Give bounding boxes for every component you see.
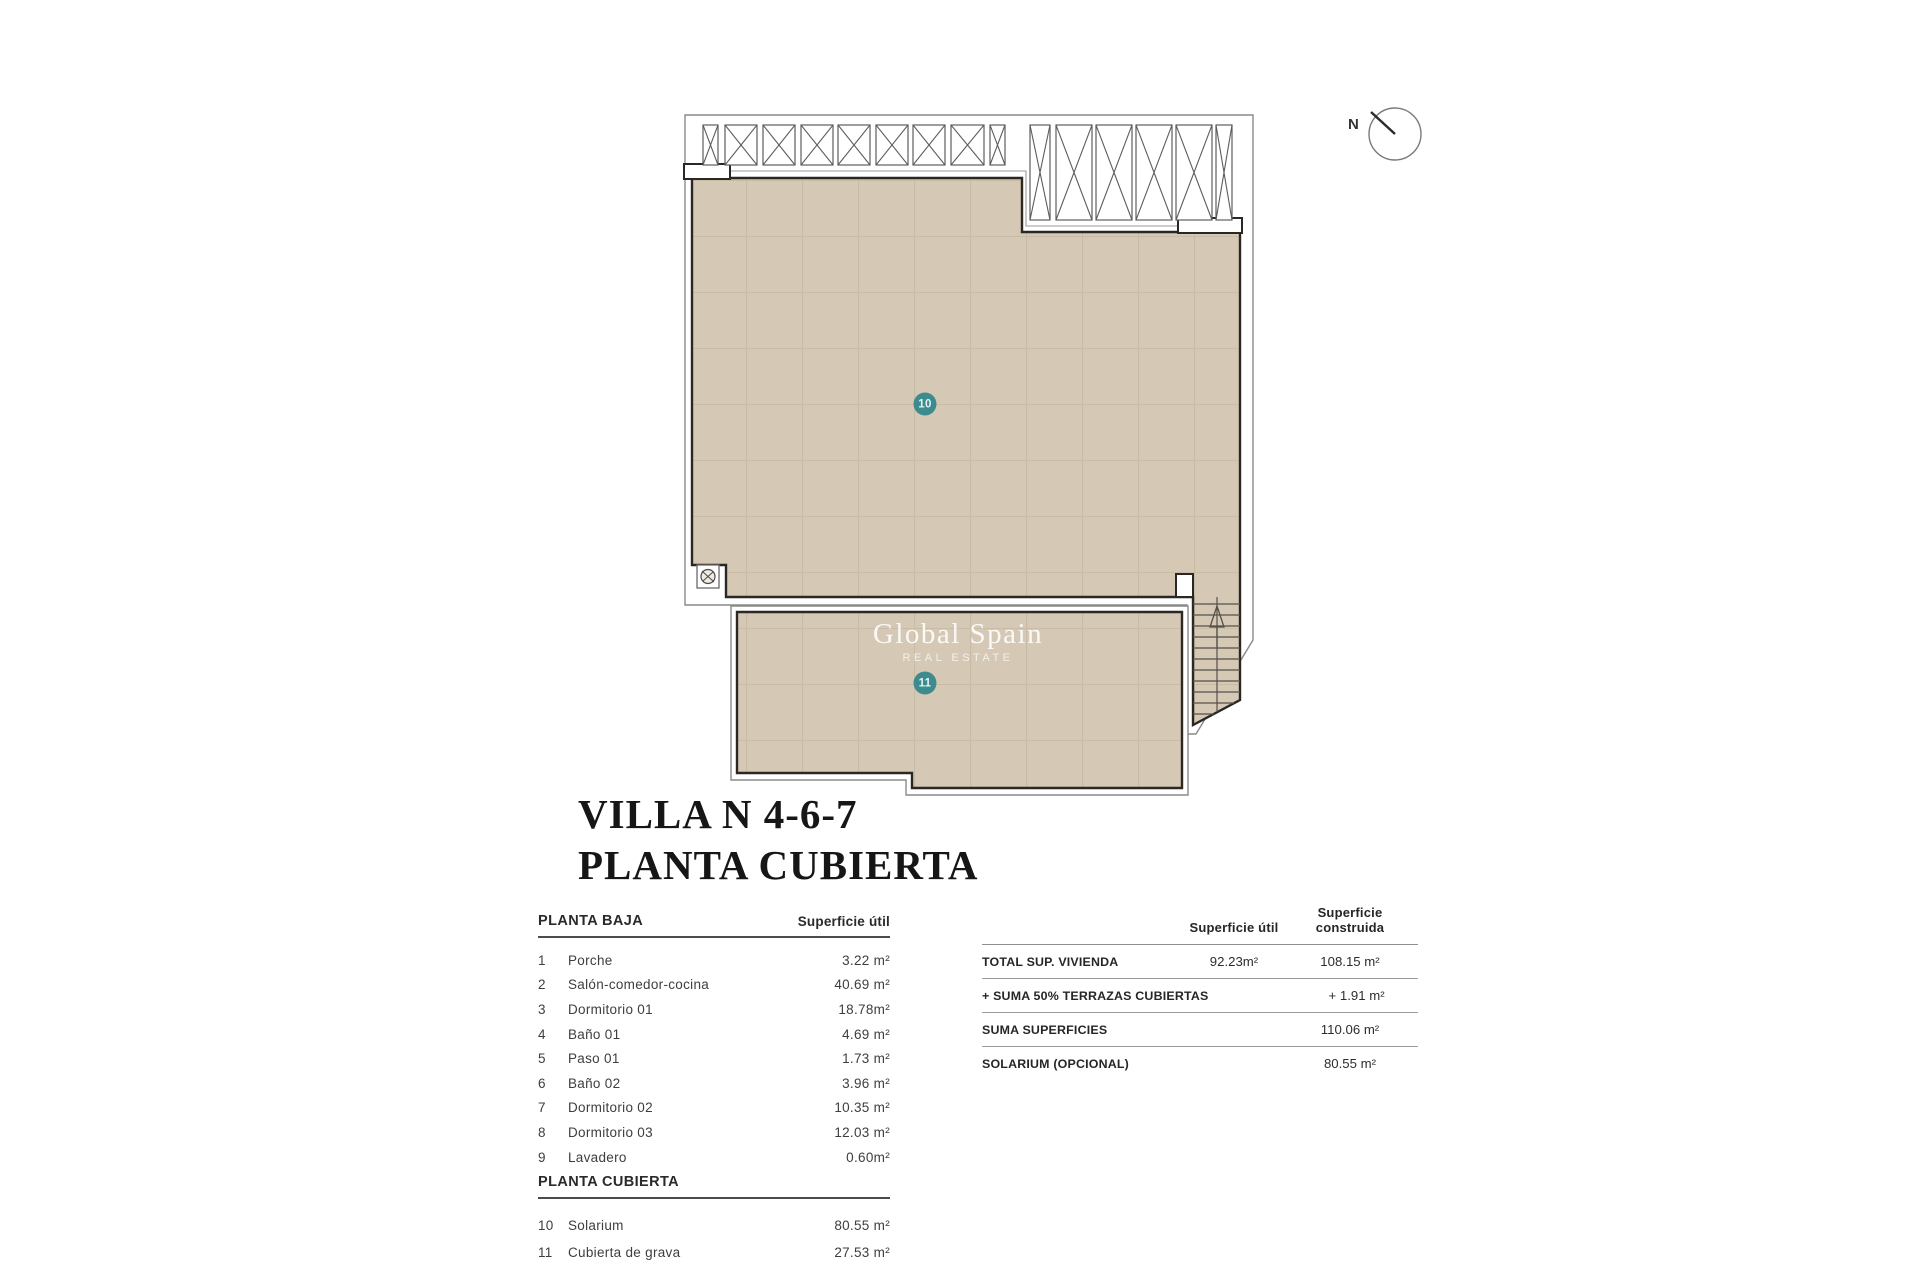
roof-drain-icon [697, 565, 719, 588]
room-name: Dormitorio 02 [568, 1100, 653, 1116]
areas-table-rows [538, 1212, 890, 1266]
table-row [538, 948, 890, 973]
room-marker-gravel-roof: 11 [914, 672, 937, 695]
row-number: 4 [538, 1026, 546, 1042]
table-row [538, 1022, 890, 1047]
areas-table-section-header [538, 1174, 890, 1199]
section-heading: PLANTA CUBIERTA [538, 1174, 680, 1191]
summary-table [982, 905, 1418, 1080]
room-area: 1.73 m² [842, 1051, 890, 1067]
watermark-brand: Global Spain [872, 618, 1044, 650]
areas-table-section-header [538, 913, 890, 938]
watermark-subtitle: REAL ESTATE [902, 652, 1014, 664]
section-heading: PLANTA BAJA [538, 913, 644, 929]
areas-table-rows [538, 948, 890, 1169]
room-name: Salón-comedor-cocina [568, 977, 710, 993]
room-name: Baño 01 [568, 1026, 621, 1042]
row-number: 5 [538, 1051, 546, 1067]
summary-label: TOTAL SUP. VIVIENDA [982, 954, 1119, 969]
table-row [538, 1096, 890, 1121]
room-area: 3.96 m² [842, 1075, 890, 1091]
summary-construida-value: 80.55 m² [1323, 1056, 1377, 1071]
column-header-construida: Superficie construida [1315, 905, 1385, 935]
summary-label: SUMA SUPERFICIES [982, 1022, 1108, 1037]
room-area: 3.22 m² [842, 952, 890, 968]
table-row [538, 1212, 890, 1239]
summary-label: + SUMA 50% TERRAZAS CUBIERTAS [982, 988, 1209, 1003]
plan-title-line1: VILLA N 4-6-7 [578, 791, 858, 837]
summary-row [982, 1047, 1418, 1080]
table-row [538, 973, 890, 998]
room-name: Lavadero [568, 1149, 627, 1165]
room-area: 40.69 m² [834, 977, 890, 993]
table-row [538, 1071, 890, 1096]
summary-construida-value: 110.06 m² [1320, 1022, 1380, 1037]
room-area: 0.60m² [846, 1149, 890, 1165]
room-name: Paso 01 [568, 1051, 620, 1067]
table-row [538, 1120, 890, 1145]
row-number: 3 [538, 1001, 546, 1017]
row-number: 10 [538, 1218, 554, 1234]
summary-row [982, 979, 1418, 1013]
row-number: 2 [538, 977, 546, 993]
row-number: 1 [538, 952, 546, 968]
summary-label: SOLARIUM (OPCIONAL) [982, 1056, 1129, 1071]
plan-title-line2: PLANTA CUBIERTA [578, 842, 979, 888]
table-row [538, 997, 890, 1022]
parapet-notch-stair-corner [1176, 574, 1193, 597]
summary-table-header [982, 905, 1418, 945]
room-marker-solarium: 10 [914, 393, 937, 416]
room-name: Baño 02 [568, 1075, 621, 1091]
room-area: 10.35 m² [834, 1100, 890, 1116]
room-name: Dormitorio 01 [568, 1001, 653, 1017]
summary-construida-value: 108.15 m² [1320, 954, 1380, 969]
room-name: Porche [568, 952, 613, 968]
summary-row [982, 945, 1418, 979]
summary-row [982, 1013, 1418, 1047]
pergola-panels-right [1030, 125, 1232, 220]
areas-table [538, 913, 890, 1266]
row-number: 11 [538, 1245, 553, 1261]
room-name: Cubierta de grava [568, 1245, 681, 1261]
column-header-util: Superficie útil [1189, 920, 1279, 935]
row-number: 9 [538, 1149, 546, 1165]
room-name: Solarium [568, 1218, 624, 1234]
row-number: 7 [538, 1100, 546, 1116]
row-number: 6 [538, 1075, 546, 1091]
row-number: 8 [538, 1124, 546, 1140]
parapet-notch-top-left [684, 164, 730, 179]
north-compass [1348, 108, 1421, 160]
table-row [538, 1239, 890, 1266]
room-area: 12.03 m² [834, 1124, 890, 1140]
plan-title [578, 789, 978, 891]
table-row [538, 1046, 890, 1071]
room-area: 18.78m² [838, 1001, 890, 1017]
column-header: Superficie útil [797, 914, 890, 929]
gravel-roof-area [737, 612, 1182, 788]
north-label: N [1348, 116, 1359, 133]
room-area: 4.69 m² [842, 1026, 890, 1042]
room-area: 27.53 m² [834, 1245, 890, 1261]
table-row [538, 1145, 890, 1170]
room-area: 80.55 m² [834, 1218, 890, 1234]
room-name: Dormitorio 03 [568, 1124, 653, 1140]
summary-util-value: 92.23m² [1209, 954, 1259, 969]
summary-construida-value: + 1.91 m² [1328, 988, 1385, 1003]
